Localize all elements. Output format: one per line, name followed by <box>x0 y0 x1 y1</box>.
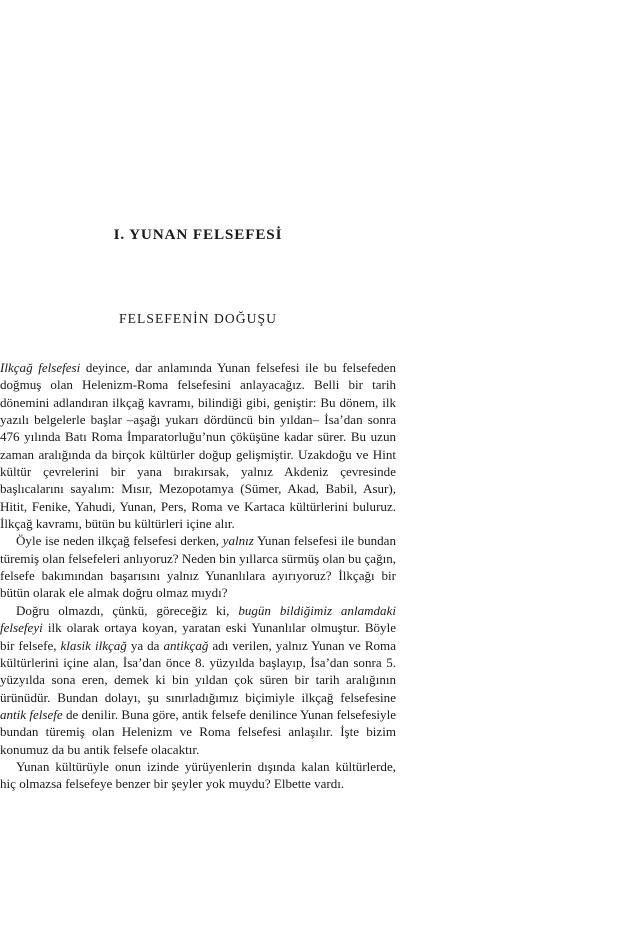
italic-phrase: antikçağ <box>163 637 209 653</box>
italic-phrase: klasik ilkçağ <box>60 637 127 653</box>
paragraph-1: Ilkçağ felsefesi deyince, dar anlamında Yunan felsefesi ile bu felsefeden doğmuş olan Helenizm-Roma felsefesini anlayacağız. Belli bir tarih dönemini adlandıran ilkçağ kavramı, bilindiği gibi, geniştir: Bu dönem, ilk yazılı belgelerle başlar –aşağı yukarı dördüncü bin yıldan– İsa’dan sonra 476 yılında Batı Roma İmparatorluğu’nun çöküşüne kadar sürer. Bu uzun zaman aralığında da birçok kültürler doğup gelişmiştir. Uzakdoğu ve Hint kültür çevrelerini bir yana bırakırsak, yalnız Akdeniz çevresinde başlıcalarını sayalım: Mısır, Mezopotamya (Sümer, Akad, Babil, Asur), Hitit, Fenike, Yahudi, Yunan, Pers, Roma ve Kartaca kültürlerini buluruz. İlkçağ kavramı, bütün bu kültürleri içine alır. <box>0 360 397 532</box>
body-text-block <box>0 359 396 793</box>
italic-phrase: yalnız <box>222 533 254 549</box>
chapter-title: I. YUNAN FELSEFESİ <box>113 226 283 243</box>
italic-phrase: Ilkçağ felsefesi <box>0 360 81 375</box>
paragraph-3: Doğru olmazdı, çünkü, göreceğiz ki, bugün bildiğimiz anlamdaki felsefeyi ilk olarak ortaya koyan, yaratan eski Yunanlılar olmuştur. Böyle bir felsefe, klasik ilkçağ ya da antikçağ adı verilen, yalnız Yunan ve Roma kültürlerini içine alan, İsa’dan önce 8. yüzyılda başlayıp, İsa’dan sonra 5. yüzyılda sona eren, demek ki bin yıldan çok süren bir tarih aralığının ürünüdür. Bundan dolayı, şu sınırladığımız biçimiyle ilkçağ felsefesine antik felsefe de denilir. Buna göre, antik felsefe denilince Yunan felsefesiyle bundan türemiş olan Helenizm ve Roma felsefesi anlaşılır. İşte bizim konumuz da bu antik felsefe olacaktır. <box>0 602 396 757</box>
section-title: FELSEFENİN DOĞUŞU <box>119 311 277 326</box>
paragraph-2: Öyle ise neden ilkçağ felsefesi derken, yalnız Yunan felsefesi ile bundan türemiş olan felsefeleri anlıyoruz? Neden bin yıllarca sürmüş olan bu çağın, felsefe bakımından başarısını yalnız Yunanlılara ayırıyoruz? İlkçağı bir bütün olarak ele almak doğru olmaz mıydı? <box>0 533 396 601</box>
paragraph-4: Yunan kültürüyle onun izinde yürüyenlerin dışında kalan kültürlerde, hiç olmazsa felsefeye benzer bir şeyler yok muydu? Elbette vardı. <box>0 758 396 792</box>
italic-phrase: bugün bildiğimiz anlamdaki felsefeyi <box>0 602 396 636</box>
italic-phrase: antik felsefe <box>0 706 63 722</box>
